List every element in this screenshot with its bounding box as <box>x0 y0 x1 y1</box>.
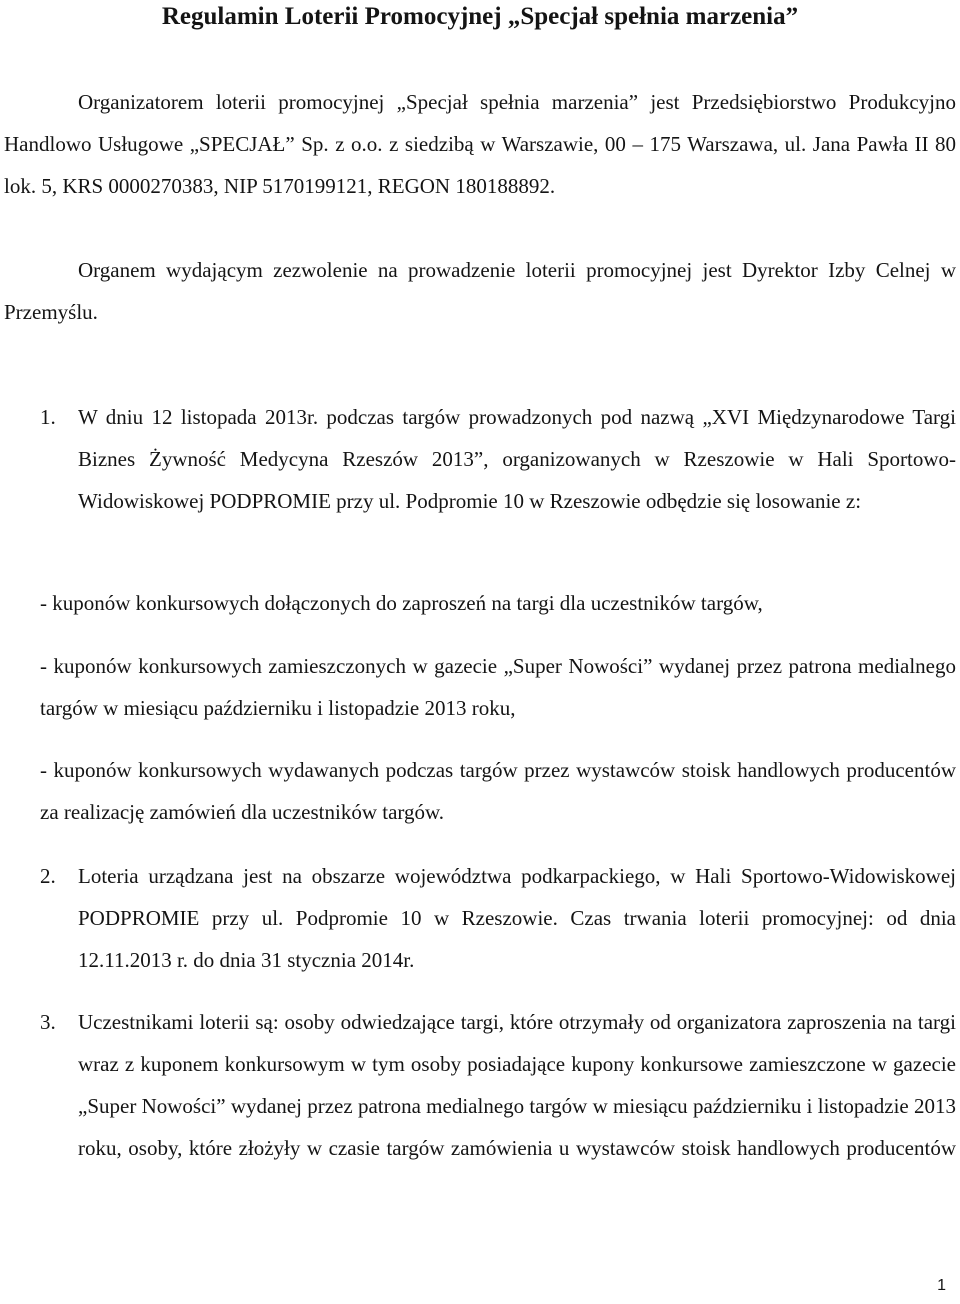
intro-organizer-text: Organizatorem loterii promocyjnej „Specjał spełnia marzenia” jest Przedsiębiorstwo Produkcyjno Handlowo Usługowe „SPECJAŁ” Sp. z o.o. z siedzibą w Warszawie, 00 – 175 Warszawa, ul. Jana Pawła II 80 lok. 5, KRS 0000270383, NIP 5170199121, REGON 180188892. <box>4 90 956 198</box>
bullet-3 <box>40 749 956 833</box>
intro-authority-paragraph <box>4 249 956 333</box>
bullet-2 <box>40 645 956 729</box>
intro-authority-text: Organem wydającym zezwolenie na prowadzenie loterii promocyjnej jest Dyrektor Izby Celnej w Przemyślu. <box>4 258 956 324</box>
section-2-text: Loteria urządzana jest na obszarze województwa podkarpackiego, w Hali Sportowo-Widowiskowej PODPROMIE przy ul. Podpromie 10 w Rzeszowie. Czas trwania loterii promocyjnej: od dnia 12.11.2013 r. do dnia 31 stycznia 2014r. <box>78 864 956 972</box>
section-1-number: 1. <box>40 405 56 429</box>
section-2-number: 2. <box>40 864 56 888</box>
document-title: Regulamin Loterii Promocyjnej „Specjał spełnia marzenia” <box>161 3 799 30</box>
bullet-1-text: - kuponów konkursowych dołączonych do zaproszeń na targi dla uczestników targów, <box>40 591 763 615</box>
bullet-3-text: - kuponów konkursowych wydawanych podczas targów przez wystawców stoisk handlowych producentów za realizację zamówień dla uczestników targów. <box>40 758 956 824</box>
bullet-1 <box>40 582 956 624</box>
section-3 <box>40 1001 956 1169</box>
bullet-2-text: - kuponów konkursowych zamieszczonych w gazecie „Super Nowości” wydanej przez patrona medialnego targów w miesiącu październiku i listopadzie 2013 roku, <box>40 654 956 720</box>
section-3-text: Uczestnikami loterii są: osoby odwiedzające targi, które otrzymały od organizatora zaproszenia na targi wraz z kuponem konkursowym w tym osoby posiadające kupony konkursowe zamieszczone w gazecie „Super Nowości” wydanej przez patrona medialnego targów w miesiącu październiku i listopadzie 2013 roku, osoby, które złożyły w czasie targów zamówienia u wystawców stoisk handlowych producentów <box>78 1010 956 1160</box>
section-1 <box>40 396 956 522</box>
page-number: 1 <box>937 1277 946 1294</box>
section-3-number: 3. <box>40 1010 56 1034</box>
section-2 <box>40 855 956 981</box>
section-1-text: W dniu 12 listopada 2013r. podczas targów prowadzonych pod nazwą „XVI Międzynarodowe Targi Biznes Żywność Medycyna Rzeszów 2013”, organizowanych w Rzeszowie w Hali Sportowo-Widowiskowej PODPROMIE przy ul. Podpromie 10 w Rzeszowie odbędzie się losowanie z: <box>78 405 956 513</box>
intro-organizer-paragraph <box>4 81 956 207</box>
